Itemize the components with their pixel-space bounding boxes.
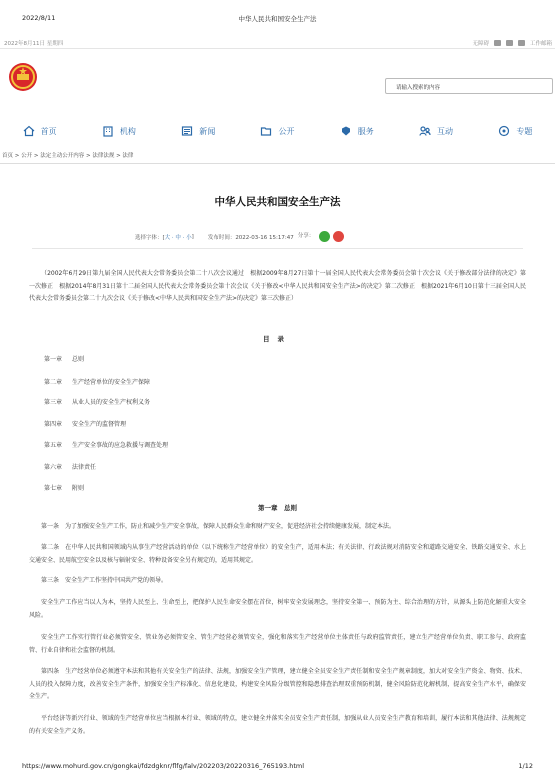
page-number: 1/12	[518, 762, 533, 770]
toc-item[interactable]	[44, 440, 168, 449]
nav-label: 互动	[437, 126, 454, 136]
breadcrumb[interactable]: 首页 > 公开 > 法定主动公开内容 > 法律法规 > 法律	[2, 153, 134, 159]
font-size-selector[interactable]: 大 · 中 · 小	[164, 234, 192, 241]
nav-news[interactable]	[159, 119, 238, 143]
main-nav	[0, 119, 555, 143]
building-icon	[102, 125, 114, 137]
share-label: 分享：	[297, 233, 315, 239]
home-icon	[23, 125, 35, 137]
weibo-share-icon[interactable]	[333, 231, 344, 242]
toc-num: 第六章	[44, 464, 63, 471]
weibo-icon[interactable]	[494, 40, 501, 46]
nav-topic[interactable]	[476, 119, 555, 143]
search-input[interactable]	[385, 78, 553, 94]
article-meta	[135, 231, 344, 242]
toc-label: 附则	[72, 485, 85, 492]
page-title: 中华人民共和国安全生产法	[214, 196, 341, 208]
toc-num: 第七章	[44, 485, 63, 492]
toc-num: 第四章	[44, 421, 63, 428]
print-footer	[22, 762, 533, 770]
toc-label: 生产经营单位的安全生产保障	[72, 379, 151, 386]
toc-num: 第一章	[44, 356, 63, 363]
nav-label: 公开	[278, 126, 295, 136]
interaction-icon	[419, 125, 431, 137]
top-bar	[0, 33, 555, 49]
nav-institution[interactable]	[79, 119, 158, 143]
nav-service[interactable]	[317, 119, 396, 143]
print-date: 2022/8/11	[22, 14, 56, 22]
phone-icon[interactable]	[506, 40, 513, 46]
publish-time: 发布时间：2022-03-16 15:17:47	[207, 234, 294, 241]
topic-icon	[498, 125, 510, 137]
article-paragraph: 平台经济等新兴行业、领域的生产经营单位应当根据本行业、领域的特点，建立健全并落实全员安全生产责任制，加强从业人员安全生产教育和培训，履行本法和其他法律、法规规定的有关安全生产义务。	[29, 715, 526, 735]
divider	[0, 163, 555, 164]
toc-label: 从业人员的安全生产权利义务	[72, 399, 151, 406]
wechat-share-icon[interactable]	[319, 231, 330, 242]
top-date: 2022年8月11日 星期四	[4, 41, 64, 47]
toc-label: 总则	[72, 356, 85, 363]
accessibility-link[interactable]: 无障碍	[472, 41, 489, 47]
national-emblem-logo[interactable]	[8, 62, 38, 92]
nav-home[interactable]	[0, 119, 79, 143]
search-placeholder: 请输入搜索的内容	[396, 85, 441, 91]
print-header	[22, 14, 533, 24]
nav-label: 新闻	[199, 126, 216, 136]
toc-label: 法律责任	[72, 464, 97, 471]
folder-icon	[260, 125, 272, 137]
toc-item[interactable]	[44, 483, 84, 492]
nav-label: 服务	[357, 126, 374, 136]
article-paragraph: 第一条 为了加强安全生产工作，防止和减少生产安全事故，保障人民群众生命和财产安全，促进经济社会持续健康发展，制定本法。	[41, 523, 396, 530]
divider	[32, 248, 523, 249]
article-paragraph: 安全生产工作实行管行业必须管安全、管业务必须管安全、管生产经营必须管安全，强化和落实生产经营单位主体责任与政府监管责任，建立生产经营单位负责、职工参与、政府监管、行业自律和社会监督的机制。	[29, 634, 526, 654]
article-paragraph: 第四条 生产经营单位必须遵守本法和其他有关安全生产的法律、法规，加强安全生产管理，建立健全全员安全生产责任制和安全生产规章制度，加大对安全生产资金、物资、技术、人员的投入保障力度，改善安全生产条件，加强安全生产标准化、信息化建设，构建安全风险分级管控和隐患排查治理双重预防机制，健全风险防范化解机制，提高安全生产水平，确保安全生产。	[29, 668, 526, 700]
nav-label: 首页	[40, 126, 57, 136]
font-label: 选择字体：[	[135, 234, 165, 241]
toc-item[interactable]	[44, 397, 150, 406]
toc-num: 第二章	[44, 379, 63, 386]
toc-item[interactable]	[44, 419, 126, 428]
page-url: https://www.mohurd.gov.cn/gongkai/fdzdgknr/flfg/falv/202203/20220316_765193.html	[22, 762, 305, 770]
preamble: （2002年6月29日第九届全国人民代表大会常务委员会第二十八次会议通过 根据2009年8月27日第十一届全国人民代表大会常务委员会第十次会议《关于修改部分法律的决定》第一次修正 根据2014年8月31日第十二届全国人民代表大会常务委员会第十次会议《关于修改<中华人民共和国安全生产法>的决定》第二次修正 根据2021年6月10日第十三届全国人民代表大会常务委员会第二十九次会议《关于修改<中华人民共和国安全生产法>的决定》第三次修正）	[29, 270, 526, 302]
nav-label: 机构	[119, 126, 136, 136]
toc-num: 第五章	[44, 442, 63, 449]
chapter-heading: 第一章 总则	[258, 504, 297, 512]
nav-interaction[interactable]	[396, 119, 475, 143]
article-paragraph: 安全生产工作应当以人为本，坚持人民至上、生命至上，把保护人民生命安全摆在首位，树牢安全发展理念，坚持安全第一、预防为主、综合治理的方针，从源头上防范化解重大安全风险。	[29, 599, 526, 619]
article-paragraph: 第三条 安全生产工作坚持中国共产党的领导。	[41, 577, 168, 584]
font-label-close: ]	[191, 233, 194, 240]
toc-item[interactable]	[44, 462, 96, 471]
work-email-link[interactable]: 工作邮箱	[529, 41, 552, 47]
top-links	[472, 39, 552, 47]
print-title: 中华人民共和国安全生产法	[238, 15, 317, 23]
toc-item[interactable]	[44, 377, 150, 386]
service-icon	[340, 125, 352, 137]
article-paragraph: 第二条 在中华人民共和国领域内从事生产经营活动的单位（以下统称生产经营单位）的安全生产，适用本法；有关法律、行政法规对消防安全和道路交通安全、铁路交通安全、水上交通安全、民用航空安全以及核与辐射安全、特种设备安全另有规定的，适用其规定。	[29, 544, 526, 564]
nav-label: 专题	[516, 126, 533, 136]
share-buttons	[297, 231, 345, 242]
toc-num: 第三章	[44, 399, 63, 406]
toc-label: 生产安全事故的应急救援与调查处理	[72, 442, 169, 449]
news-icon	[181, 125, 193, 137]
toc-label: 安全生产的监督管理	[72, 421, 127, 428]
toc-item[interactable]	[44, 354, 84, 363]
mail-icon[interactable]	[518, 40, 525, 46]
toc-title: 目录	[263, 335, 292, 343]
nav-public[interactable]	[238, 119, 317, 143]
